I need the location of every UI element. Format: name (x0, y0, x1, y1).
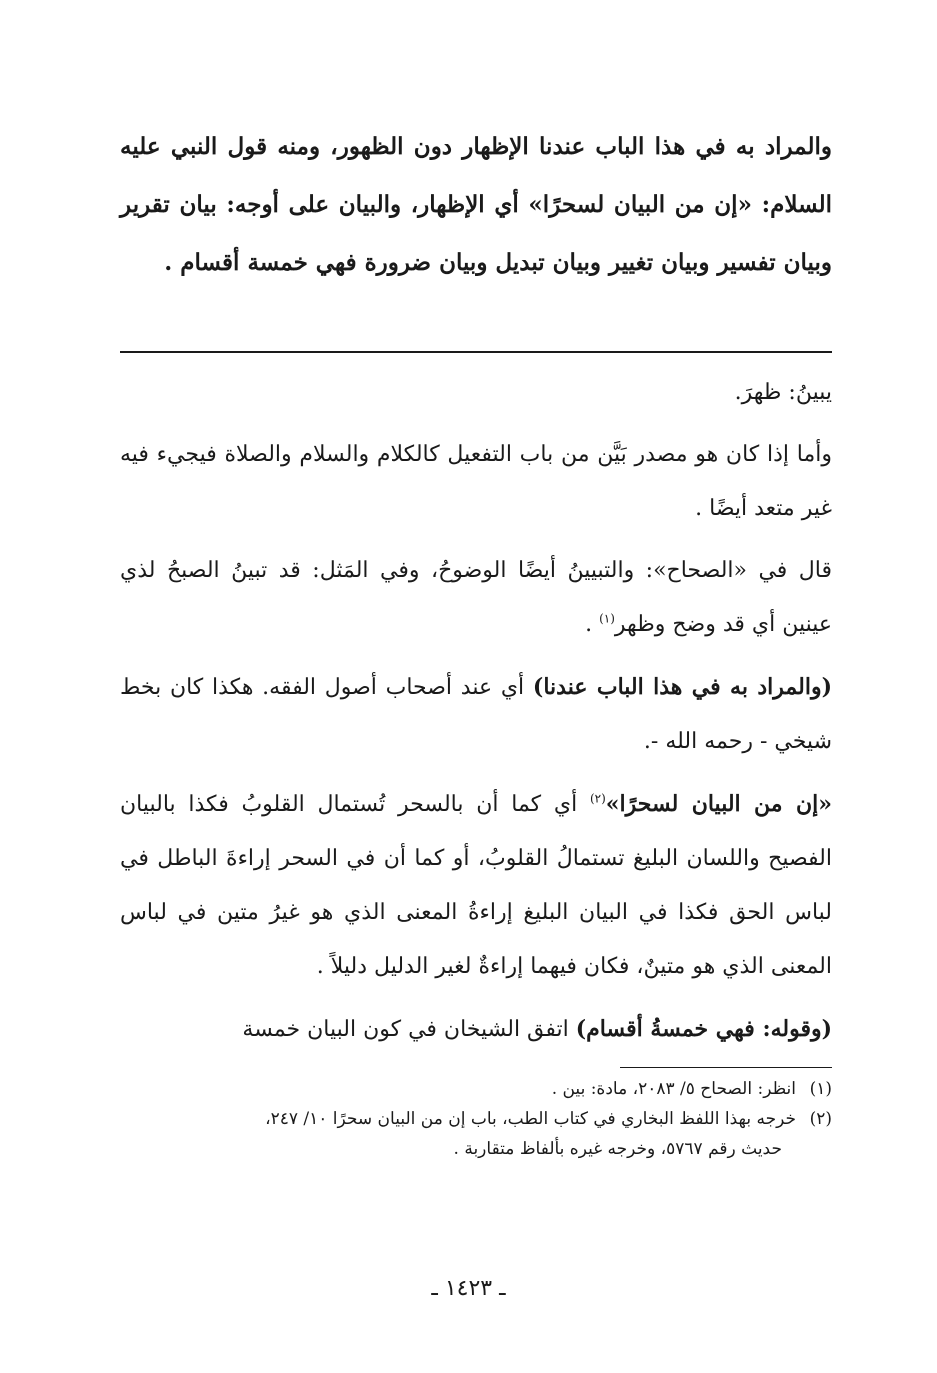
commentary-lemma-4: (والمراد به في هذا الباب عندنا) (532, 674, 832, 700)
commentary-paragraph-3 (120, 544, 832, 652)
footnotes-block (120, 1074, 832, 1164)
footnote-2-text: خرجه بهذا اللفظ البخاري في كتاب الطب، باب إن من البيان سحرًا ١٠/ ٢٤٧، (265, 1109, 796, 1129)
footnote-1 (120, 1074, 832, 1104)
footnote-2-number: (٢) (809, 1109, 832, 1129)
footnote-1-text: انظر: الصحاح ٥/ ٢٠٨٣، مادة: بين . (551, 1079, 796, 1099)
footnote-ref-2[interactable]: (٢) (589, 791, 606, 806)
commentary-paragraph-5 (120, 777, 832, 994)
footnote-2-continuation: حديث رقم ٥٧٦٧، وخرجه غيره بألفاظ متقاربة . (453, 1139, 782, 1159)
commentary-paragraph-4 (120, 660, 832, 769)
commentary-paragraph-2: وأما إذا كان هو مصدر بَيَّن من باب التفعيل كالكلام والسلام والصلاة فيجيء فيه غير متعد أيضًا . (120, 442, 832, 521)
commentary-paragraph-5-text: أي كما أن بالسحر تُستمال القلوبُ فكذا بالبيان الفصيح واللسان البليغ تستمالُ القلوبُ، أو كما أن في السحر إراءةَ الباطل في لباس الحق فكذا في البيان البليغ إراءةُ المعنى الذي هو غيرُ متين في لباس المعنى الذي هو متينٌ، فكان فيهما إراءةٌ لغير الدليل دليلاً . (120, 792, 832, 979)
footnote-ref-1[interactable]: (١) (599, 611, 615, 626)
commentary-paragraph-6-text: اتفق الشيخان في كون البيان خمسة (242, 1017, 576, 1042)
commentary-paragraph-3-text: قال في «الصحاح»: والتبيينُ أيضًا الوضوحُ، وفي المَثل: قد تبينُ الصبحُ لذي عينين أي قد وضح وظهر (120, 558, 832, 637)
footnote-1-number: (١) (809, 1079, 832, 1099)
matn-paragraph: والمراد به في هذا الباب عندنا الإظهار دون الظهور، ومنه قول النبي عليه السلام: «إن من البيان لسحرًا» أي الإظهار، والبيان على أوجه: بيان تقرير وبيان تفسير وبيان تغيير وبيان تبديل وبيان ضرورة فهي خمسة أقسام . (120, 133, 832, 276)
commentary-block (120, 366, 832, 1065)
commentary-paragraph-3-end: . (585, 612, 600, 637)
page-number: ـ ١٤٢٣ ـ (431, 1276, 506, 1301)
commentary-paragraph-1: يبينُ: ظهرَ. (734, 380, 832, 405)
footnote-divider-rule (620, 1067, 832, 1068)
commentary-paragraph-6 (120, 1002, 832, 1057)
matn-divider-rule (120, 351, 832, 353)
commentary-paragraph-4-text: أي عند أصحاب أصول الفقه. هكذا كان بخط شيخي - رحمه الله -. (120, 675, 832, 754)
matn-text-block (120, 118, 832, 292)
commentary-lemma-5: «إن من البيان لسحرًا» (605, 791, 832, 817)
commentary-lemma-6: (وقوله: فهي خمسةُ أقسام) (575, 1016, 832, 1042)
footnote-2 (120, 1104, 832, 1134)
